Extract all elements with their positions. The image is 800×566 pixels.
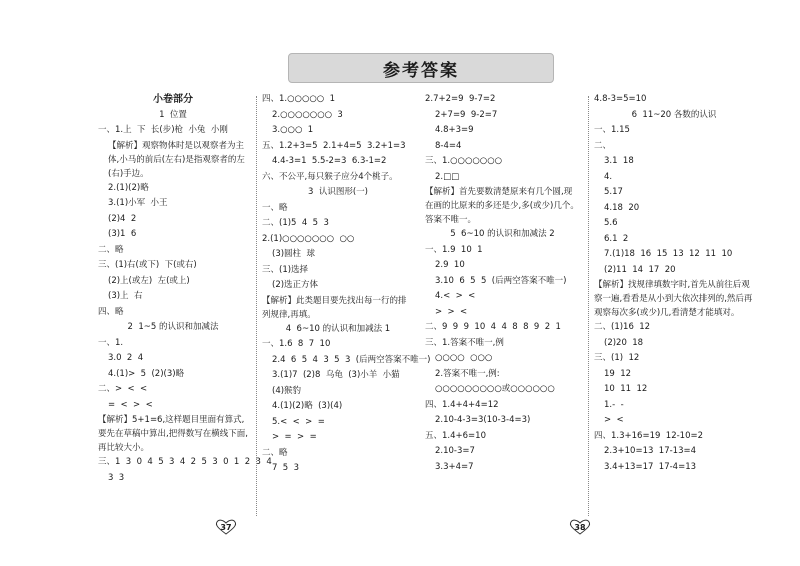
answer-line: > = > = xyxy=(272,432,317,442)
answer-line: 6 11~20 各数的认识 xyxy=(631,109,717,120)
answer-line: 5.6 xyxy=(604,218,618,228)
answer-line: 一、略 xyxy=(262,202,288,213)
answer-line: 【解析】找规律填数字时,首先从前往后观察一遍,看看是从小到大依次排列的,然后再观察每次多(或少)几,看清楚才能填对。 xyxy=(594,280,753,318)
answer-line: 二、9 9 9 10 4 4 8 8 9 2 1 xyxy=(425,322,561,332)
answer-line: 2.(1)○○○○○○○ ○○ xyxy=(262,233,355,244)
answer-line: 10 11 12 xyxy=(604,384,648,394)
answer-line: 2.10-4-3=3(10-3-4=3) xyxy=(435,415,531,425)
answer-line: (2)选正方体 xyxy=(272,280,319,290)
answer-line: 2.□□ xyxy=(435,171,460,182)
answer-line: 三、1 3 0 4 5 3 4 2 5 3 0 1 2 3 4 xyxy=(98,457,272,467)
answer-line: (3)1 6 xyxy=(108,229,137,239)
answer-line: 4.8-3=5=10 xyxy=(594,94,647,104)
answer-line: (3)圆柱 球 xyxy=(272,249,315,259)
answer-line: 3.0 2 4 xyxy=(108,353,144,363)
answer-line: = < > < xyxy=(108,399,153,410)
answer-line: 3 认识图形(一) xyxy=(308,187,368,197)
answer-line: > < xyxy=(604,415,624,425)
answer-line: 5 6~10 的认识和加减法 2 xyxy=(450,229,555,239)
answer-line: 4.8+3=9 xyxy=(435,125,474,135)
answer-line: 2.3+10=13 17-13=4 xyxy=(604,446,697,456)
answer-line: ○○○○ ○○○ xyxy=(435,353,493,363)
answer-line: 一、1.9 10 1 xyxy=(425,244,483,255)
answer-line: ○○○○○○○○○或○○○○○○ xyxy=(435,384,555,394)
answer-line: 2.9 10 xyxy=(435,260,465,270)
answer-line: 四、略 xyxy=(98,306,124,317)
answer-line: 二、略 xyxy=(262,447,288,458)
page-number-text: 37 xyxy=(220,522,232,532)
answer-line: 5.< < > = xyxy=(272,416,325,427)
answer-column-2 xyxy=(262,92,431,477)
answer-line: 1 位置 xyxy=(159,109,187,120)
answer-line: 4.18 20 xyxy=(604,202,640,213)
answer-line: 一、1.15 xyxy=(594,125,630,135)
answer-column-3 xyxy=(425,92,580,475)
column-divider xyxy=(588,96,589,516)
page-number-right xyxy=(568,518,592,536)
answer-line: 3.(1)7 (2)8 乌龟 (3)小羊 小猫 xyxy=(272,370,400,380)
answer-line: 三、1.○○○○○○○ xyxy=(425,156,503,166)
answer-line: 7.(1)18 16 15 13 12 11 10 xyxy=(604,249,733,259)
answer-line: 【解析】5+1=6,这样题目里面有算式,要先在草稿中算出,把得数写在横线下面,再比较大小。 xyxy=(98,415,248,453)
answer-line: 2.4 6 5 4 3 5 3 (后两空答案不唯一) xyxy=(272,354,431,365)
answer-line: 3.○○○ 1 xyxy=(272,125,314,135)
answer-line: 3.1 18 xyxy=(604,156,634,166)
answer-line: 四、1.○○○○○ 1 xyxy=(262,94,336,104)
answer-column-4 xyxy=(594,92,754,475)
answer-line: 4.(1)(2)略 (3)(4) xyxy=(272,401,343,411)
answer-line: (2)上(或左) 左(或上) xyxy=(108,275,190,286)
answer-line: 5.17 xyxy=(604,187,623,197)
answer-line: 三、1.答案不唯一,例 xyxy=(425,337,504,348)
answer-line: (3)上 右 xyxy=(108,291,143,301)
answer-line: 3.10 6 5 5 (后两空答案不唯一) xyxy=(435,275,567,286)
answer-line: 2.○○○○○○○ 3 xyxy=(272,109,343,120)
answer-line: 四、1.4+4+4=12 xyxy=(425,399,499,410)
banner-title: 参考答案 xyxy=(383,60,459,81)
answer-line: 一、1. xyxy=(98,337,124,348)
answer-line: (4)猴豹 xyxy=(272,385,302,396)
answer-line: (2)11 14 17 20 xyxy=(604,264,676,275)
column-divider xyxy=(256,96,257,516)
answer-line: 五、1.4+6=10 xyxy=(425,430,486,441)
answer-line: 2 1~5 的认识和加减法 xyxy=(127,322,219,332)
answer-line: (2)20 18 xyxy=(604,337,644,348)
answer-line: 3 3 xyxy=(108,472,125,483)
answer-line: 一、1.6 8 7 10 xyxy=(262,339,331,349)
answer-line: 二、(1)5 4 5 3 xyxy=(262,218,329,228)
answer-line: 二、 xyxy=(594,140,612,151)
answer-line: 2.(1)(2)略 xyxy=(108,182,149,193)
answer-line: 【解析】观察物体时是以观察者为主体,小马的前后(左右)是指观察者的左(右)手边。 xyxy=(108,140,245,179)
answer-line: 3.4+13=17 17-4=13 xyxy=(604,461,697,472)
answer-column-1 xyxy=(98,92,272,486)
answer-line: 六、不公平,每只猴子应分4个桃子。 xyxy=(262,171,398,182)
answer-line: 二、(1)16 12 xyxy=(594,322,651,332)
answer-line: 二、略 xyxy=(98,244,124,255)
answer-line: 五、1.2+3=5 2.1+4=5 3.2+1=3 xyxy=(262,140,406,151)
answer-line: 8-4=4 xyxy=(435,140,462,151)
answer-line: 四、1.3+16=19 12-10=2 xyxy=(594,430,704,441)
answer-line: 三、(1) 12 xyxy=(594,353,640,363)
answer-line: 【解析】首先要数清楚原来有几个圆,现在画的比原来的多还是少,多(或少)几个。答案不唯一。 xyxy=(425,187,579,225)
answer-line: 4.4-3=1 5.5-2=3 6.3-1=2 xyxy=(272,156,387,166)
answer-line: 4 6~10 的认识和加减法 1 xyxy=(285,323,391,334)
answer-line: 2.答案不唯一,例: xyxy=(435,368,500,379)
answer-line: 二、> < < xyxy=(98,384,148,394)
answer-line: > > < xyxy=(435,306,468,317)
answer-line: 三、(1)选择 xyxy=(262,264,309,275)
answer-line: 小卷部分 xyxy=(153,94,193,105)
answer-line: 三、(1)右(或下) 下(或右) xyxy=(98,260,197,270)
page-number-text: 38 xyxy=(574,522,586,532)
answer-line: 1.- - xyxy=(604,399,624,410)
answer-line: 4. xyxy=(604,171,613,182)
answer-line: 一、1.上 下 长(步)枪 小兔 小刚 xyxy=(98,125,228,135)
page-number-left xyxy=(214,518,238,536)
answer-line: 3.3+4=7 xyxy=(435,461,474,472)
answer-line: 4.(1)> 5 (2)(3)略 xyxy=(108,368,185,379)
answer-line: (2)4 2 xyxy=(108,213,137,224)
answer-line: 【解析】此类题目要先找出每一行的排列规律,再填。 xyxy=(262,295,407,320)
answer-line: 2.7+2=9 9-7=2 xyxy=(425,94,496,104)
answer-line: 3.(1)小军 小王 xyxy=(108,198,168,208)
answer-line: 6.1 2 xyxy=(604,233,629,244)
answer-line: 4.< > < xyxy=(435,291,476,301)
answer-line: 7 5 3 xyxy=(272,463,300,473)
answer-line: 2.10-3=7 xyxy=(435,446,475,456)
answer-line: 2+7=9 9-2=7 xyxy=(435,109,498,120)
answer-line: 19 12 xyxy=(604,368,632,379)
answer-key-banner xyxy=(288,53,554,83)
